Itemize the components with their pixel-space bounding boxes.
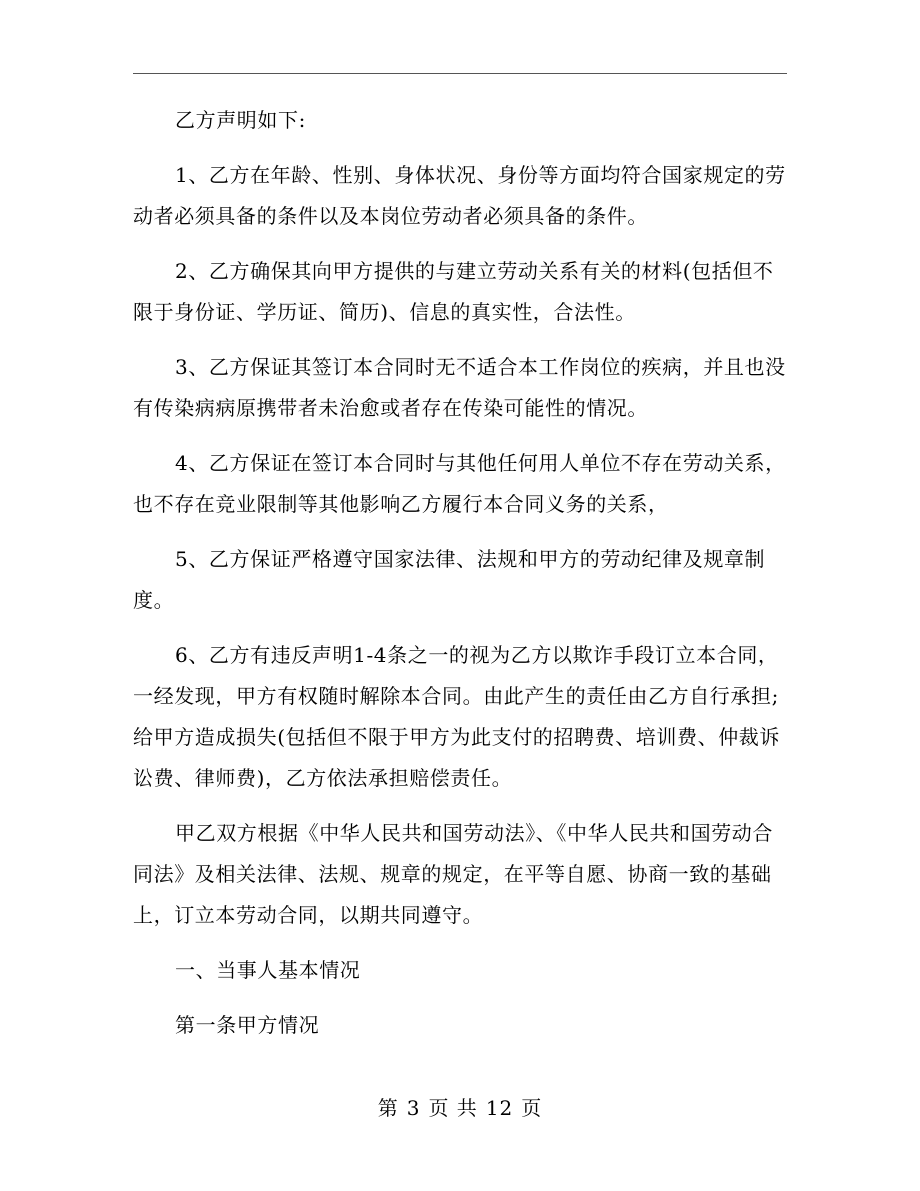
paragraph-clause-4: 4、乙方保证在签订本合同时与其他任何用人单位不存在劳动关系，也不存在竞业限制等其他影响乙方履行本合同义务的关系，: [133, 451, 786, 516]
section-heading-parties: 一、当事人基本情况: [175, 958, 361, 982]
paragraph-declaration-intro: 乙方声明如下:: [175, 108, 306, 132]
header-divider: [133, 73, 787, 74]
current-page-number: 3: [406, 1096, 421, 1120]
page-label-prefix: 第: [377, 1096, 399, 1120]
paragraph-clause-5: 5、乙方保证严格遵守国家法律、法规和甲方的劳动纪律及规章制度。: [133, 547, 766, 612]
page-footer: [0, 1092, 920, 1121]
page-label-suffix: 页: [521, 1096, 543, 1120]
paragraph-legal-basis: 甲乙双方根据《中华人民共和国劳动法》、《中华人民共和国劳动合同法》及相关法律、法规、规章的规定，在平等自愿、协商一致的基础上，订立本劳动合同，以期共同遵守。: [133, 821, 773, 927]
paragraph-clause-1: 1、乙方在年龄、性别、身体状况、身份等方面均符合国家规定的劳动者必须具备的条件以及本岗位劳动者必须具备的条件。: [133, 163, 786, 228]
page-label-mid: 页 共: [428, 1096, 478, 1120]
total-pages-number: 12: [485, 1096, 514, 1120]
paragraph-clause-6: 6、乙方有违反声明1-4条之一的视为乙方以欺诈手段订立本合同，一经发现，甲方有权随时解除本合同。由此产生的责任由乙方自行承担;给甲方造成损失(包括但不限于甲方为此支付的招聘费、培训费、仲裁诉讼费、律师费)，乙方依法承担赔偿责任。: [133, 643, 781, 790]
document-body: [133, 100, 793, 1060]
paragraph-clause-3: 3、乙方保证其签订本合同时无不适合本工作岗位的疾病，并且也没有传染病病原携带者未治愈或者存在传染可能性的情况。: [133, 355, 786, 420]
article-heading-party-a: 第一条甲方情况: [175, 1013, 320, 1037]
paragraph-clause-2: 2、乙方确保其向甲方提供的与建立劳动关系有关的材料(包括但不限于身份证、学历证、简历)、信息的真实性，合法性。: [133, 259, 774, 324]
